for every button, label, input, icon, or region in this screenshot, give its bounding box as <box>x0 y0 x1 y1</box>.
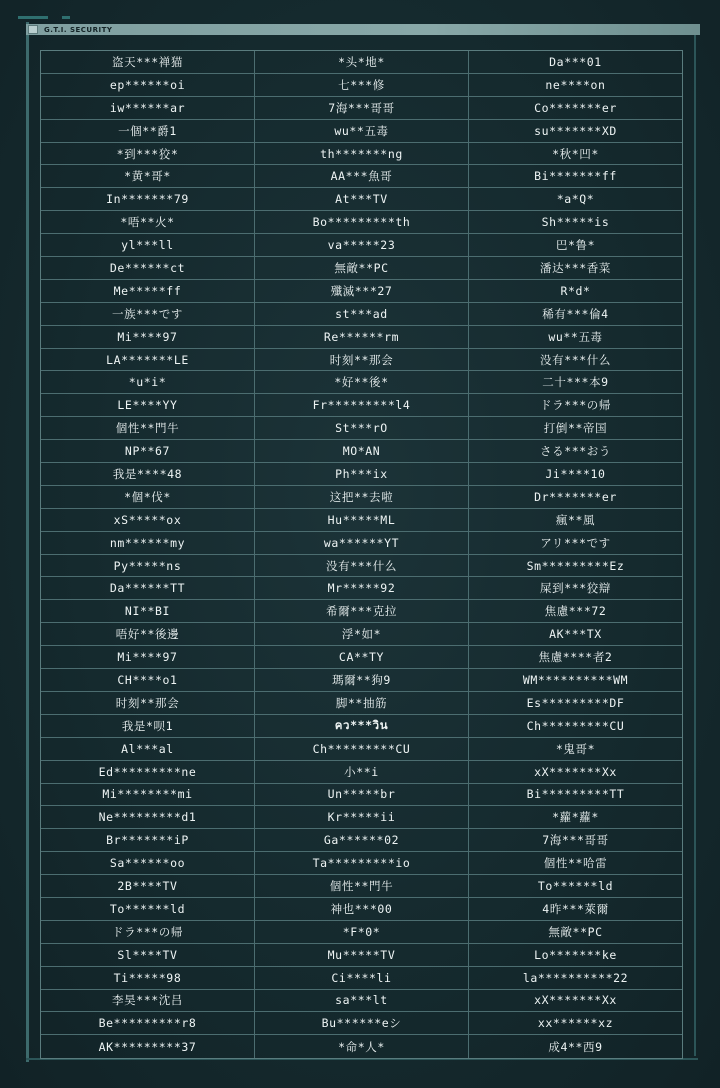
table-row <box>41 646 682 669</box>
player-name-cell: คว***วิน <box>254 715 468 737</box>
player-name-cell: 唔好**後邊 <box>115 627 180 642</box>
player-name-cell: To******ld <box>468 875 682 897</box>
player-name-cell: *個*伐* <box>124 489 171 504</box>
player-name-cell: Sl****TV <box>117 947 178 962</box>
player-name-cell: 这把**去啦 <box>254 486 468 508</box>
player-name-cell: MO*AN <box>254 440 468 462</box>
player-name-cell: Fr*********l4 <box>254 394 468 416</box>
player-name-cell: Lo*******ke <box>468 944 682 966</box>
table-row <box>41 806 682 829</box>
table-row <box>41 234 682 257</box>
table-row <box>41 532 682 555</box>
table-row <box>41 921 682 944</box>
player-name-cell: Ed*********ne <box>98 764 197 779</box>
player-name-cell: 巴*鲁* <box>468 234 682 256</box>
table-row <box>41 326 682 349</box>
player-name-cell: 希爾***克拉 <box>254 600 468 622</box>
player-name-cell: *头*地* <box>254 51 468 73</box>
player-name-cell: *蘿*蘿* <box>468 806 682 828</box>
player-name-cell: Da******TT <box>109 581 186 596</box>
window-title: G.T.I. SECURITY <box>44 25 113 34</box>
table-row <box>41 74 682 97</box>
player-name-cell: CA**TY <box>254 646 468 668</box>
player-name-cell: xx******xz <box>468 1012 682 1034</box>
table-row <box>41 165 682 188</box>
player-name-cell: Bo*********th <box>254 211 468 233</box>
player-name-cell: 焦慮***72 <box>468 600 682 622</box>
player-name-cell: 2B****TV <box>117 879 178 893</box>
player-name-cell: Kr*****ii <box>254 806 468 828</box>
player-name-cell: va*****23 <box>254 234 468 256</box>
player-name-cell: 没有***什么 <box>468 349 682 371</box>
player-name-cell: LE****YY <box>117 398 178 413</box>
player-name-cell: 打倒**帝国 <box>468 417 682 439</box>
player-name-cell: Mr*****92 <box>254 577 468 599</box>
player-name-cell: 时刻**那会 <box>254 349 468 371</box>
player-name-cell: Mu*****TV <box>254 944 468 966</box>
player-name-cell: sa***lt <box>254 990 468 1012</box>
table-row <box>41 188 682 211</box>
player-name-cell: 小**i <box>254 761 468 783</box>
player-name-cell: Sh*****is <box>468 211 682 233</box>
player-name-cell: su*******XD <box>468 120 682 142</box>
table-row <box>41 417 682 440</box>
player-name-cell: 一個**爵1 <box>118 123 177 138</box>
player-name-cell: Ph***ix <box>254 463 468 485</box>
player-name-cell: Al***al <box>121 741 174 756</box>
player-name-cell: *唔**火* <box>120 215 175 230</box>
player-name-cell: Co*******er <box>468 97 682 119</box>
player-name-cell: Da***01 <box>468 51 682 73</box>
player-name-cell: 7海***哥哥 <box>468 829 682 851</box>
player-name-cell: Hu*****ML <box>254 509 468 531</box>
table-row <box>41 120 682 143</box>
corner-accent-small <box>62 16 70 19</box>
player-name-cell: AK***TX <box>468 623 682 645</box>
table-row <box>41 600 682 623</box>
player-name-cell: Bi*********TT <box>468 784 682 806</box>
player-name-cell: Me*****ff <box>113 283 182 298</box>
frame-right-border <box>694 30 696 1056</box>
player-name-cell: Re******rm <box>254 326 468 348</box>
player-name-cell: Mi****97 <box>117 329 178 344</box>
player-name-cell: AA***魚哥 <box>254 165 468 187</box>
player-name-cell: Bu******eシ <box>254 1012 468 1034</box>
player-name-cell: 殲滅***27 <box>254 280 468 302</box>
player-name-cell: *鬼哥* <box>468 738 682 760</box>
table-row <box>41 394 682 417</box>
player-name-cell: R*d* <box>468 280 682 302</box>
player-name-cell: wu**五毒 <box>468 326 682 348</box>
player-name-cell: Mi********mi <box>102 787 193 802</box>
table-row <box>41 463 682 486</box>
player-name-cell: At***TV <box>254 188 468 210</box>
player-name-cell: 时刻**那会 <box>115 695 180 710</box>
player-name-cell: 成4**西9 <box>468 1035 682 1058</box>
player-name-cell: 瘋**風 <box>468 509 682 531</box>
player-name-cell: Sa******oo <box>109 856 186 871</box>
player-name-cell: Py*****ns <box>113 558 182 573</box>
player-name-cell: 一族***です <box>112 306 183 321</box>
table-row <box>41 97 682 120</box>
table-row <box>41 1035 682 1058</box>
table-row <box>41 555 682 578</box>
player-name-cell: In*******79 <box>106 192 189 207</box>
table-row <box>41 349 682 372</box>
player-name-cell: 神也***00 <box>254 898 468 920</box>
player-name-table <box>40 50 683 1059</box>
player-name-cell: LA*******LE <box>106 352 189 367</box>
player-name-cell: nm******my <box>109 535 186 550</box>
player-name-cell: AK*********37 <box>98 1039 197 1054</box>
player-name-cell: 二十***本9 <box>468 371 682 393</box>
player-name-cell: Dr*******er <box>468 486 682 508</box>
player-name-cell: xS*****ox <box>113 512 182 527</box>
table-row <box>41 967 682 990</box>
player-name-cell: 個性**門牛 <box>115 421 180 436</box>
table-row <box>41 784 682 807</box>
player-name-cell: 焦慮****者2 <box>468 646 682 668</box>
player-name-cell: Es*********DF <box>468 692 682 714</box>
table-row <box>41 51 682 74</box>
player-name-cell: 7海***哥哥 <box>254 97 468 119</box>
player-name-cell: さる***おう <box>468 440 682 462</box>
player-name-cell: Ga******02 <box>254 829 468 851</box>
table-row <box>41 738 682 761</box>
table-row <box>41 486 682 509</box>
player-name-cell: 屎到***狡辯 <box>468 577 682 599</box>
table-row <box>41 257 682 280</box>
player-name-cell: *u*i* <box>128 375 167 390</box>
player-name-cell: Un*****br <box>254 784 468 806</box>
player-name-cell: xX*******Xx <box>468 761 682 783</box>
player-name-cell: th*******ng <box>254 143 468 165</box>
table-row <box>41 715 682 738</box>
table-row <box>41 577 682 600</box>
player-name-cell: De******ct <box>109 260 186 275</box>
window-square-icon <box>28 25 38 34</box>
player-name-cell: Bi*******ff <box>468 165 682 187</box>
table-row <box>41 211 682 234</box>
player-name-cell: Ne*********d1 <box>98 810 197 825</box>
table-row <box>41 143 682 166</box>
player-name-cell: CH****o1 <box>117 672 178 687</box>
player-name-cell: 無敵**PC <box>254 257 468 279</box>
player-name-cell: ドラ***の帰 <box>112 924 183 939</box>
player-name-cell: Ta*********io <box>254 852 468 874</box>
player-name-cell: Sm*********Ez <box>468 555 682 577</box>
player-name-cell: WM**********WM <box>468 669 682 691</box>
player-name-cell: NI**BI <box>124 604 171 619</box>
player-name-cell: 盗天***禅猫 <box>112 54 183 69</box>
player-name-cell: *秋*凹* <box>468 143 682 165</box>
player-name-cell: Be*********r8 <box>98 1016 197 1031</box>
player-name-cell: Mi****97 <box>117 650 178 665</box>
player-name-cell: 稀有***倫4 <box>468 303 682 325</box>
corner-accent <box>18 16 48 19</box>
table-row <box>41 692 682 715</box>
window-title-bar <box>26 24 700 35</box>
table-row <box>41 440 682 463</box>
player-name-cell: ドラ***の帰 <box>468 394 682 416</box>
table-row <box>41 990 682 1013</box>
player-name-cell: *F*0* <box>254 921 468 943</box>
player-name-cell: Ch*********CU <box>254 738 468 760</box>
table-row <box>41 371 682 394</box>
player-name-cell: Ci****li <box>254 967 468 989</box>
table-row <box>41 875 682 898</box>
table-row <box>41 1012 682 1035</box>
player-name-cell: wa******YT <box>254 532 468 554</box>
player-name-cell: アリ***です <box>468 532 682 554</box>
player-name-cell: 没有***什么 <box>254 555 468 577</box>
player-name-cell: Br*******iP <box>106 833 189 848</box>
table-row <box>41 509 682 532</box>
player-name-cell: wu**五毒 <box>254 120 468 142</box>
player-name-cell: 脚**抽筋 <box>254 692 468 714</box>
table-row <box>41 829 682 852</box>
player-name-cell: *黄*哥* <box>124 169 171 184</box>
player-name-cell: 我是*呗1 <box>121 718 174 733</box>
table-row <box>41 761 682 784</box>
player-name-cell: Ch*********CU <box>468 715 682 737</box>
table-row <box>41 623 682 646</box>
player-name-cell: *好**後* <box>254 371 468 393</box>
table-row <box>41 669 682 692</box>
player-name-cell: Ji****10 <box>468 463 682 485</box>
table-row <box>41 303 682 326</box>
player-name-cell: yl***ll <box>121 238 174 253</box>
player-name-cell: 浮*如* <box>254 623 468 645</box>
player-name-cell: ne****on <box>468 74 682 96</box>
player-name-cell: 李昊***沈吕 <box>112 993 183 1008</box>
player-name-cell: *命*人* <box>254 1035 468 1058</box>
player-name-cell: St***rO <box>254 417 468 439</box>
player-name-cell: iw******ar <box>109 100 186 115</box>
player-name-cell: *a*Q* <box>468 188 682 210</box>
player-name-cell: 潘达***香菜 <box>468 257 682 279</box>
player-name-cell: st***ad <box>254 303 468 325</box>
player-name-cell: *到***狡* <box>116 146 179 161</box>
table-row <box>41 898 682 921</box>
player-name-cell: NP**67 <box>124 444 171 459</box>
table-row <box>41 944 682 967</box>
player-name-cell: 個性**門牛 <box>254 875 468 897</box>
table-row <box>41 852 682 875</box>
player-name-cell: 個性**哈雷 <box>468 852 682 874</box>
player-name-cell: 無敵**PC <box>468 921 682 943</box>
player-name-cell: la**********22 <box>468 967 682 989</box>
player-name-cell: 4昨***萊爾 <box>468 898 682 920</box>
player-name-cell: Ti*****98 <box>113 970 182 985</box>
player-name-cell: 瑪爾**狗9 <box>254 669 468 691</box>
player-name-cell: xX*******Xx <box>468 990 682 1012</box>
frame-left-border <box>26 22 29 1062</box>
player-name-cell: 七***修 <box>254 74 468 96</box>
table-row <box>41 280 682 303</box>
player-name-cell: ep******oi <box>109 77 186 92</box>
player-name-cell: To******ld <box>109 901 186 916</box>
player-name-cell: 我是****48 <box>112 466 183 481</box>
